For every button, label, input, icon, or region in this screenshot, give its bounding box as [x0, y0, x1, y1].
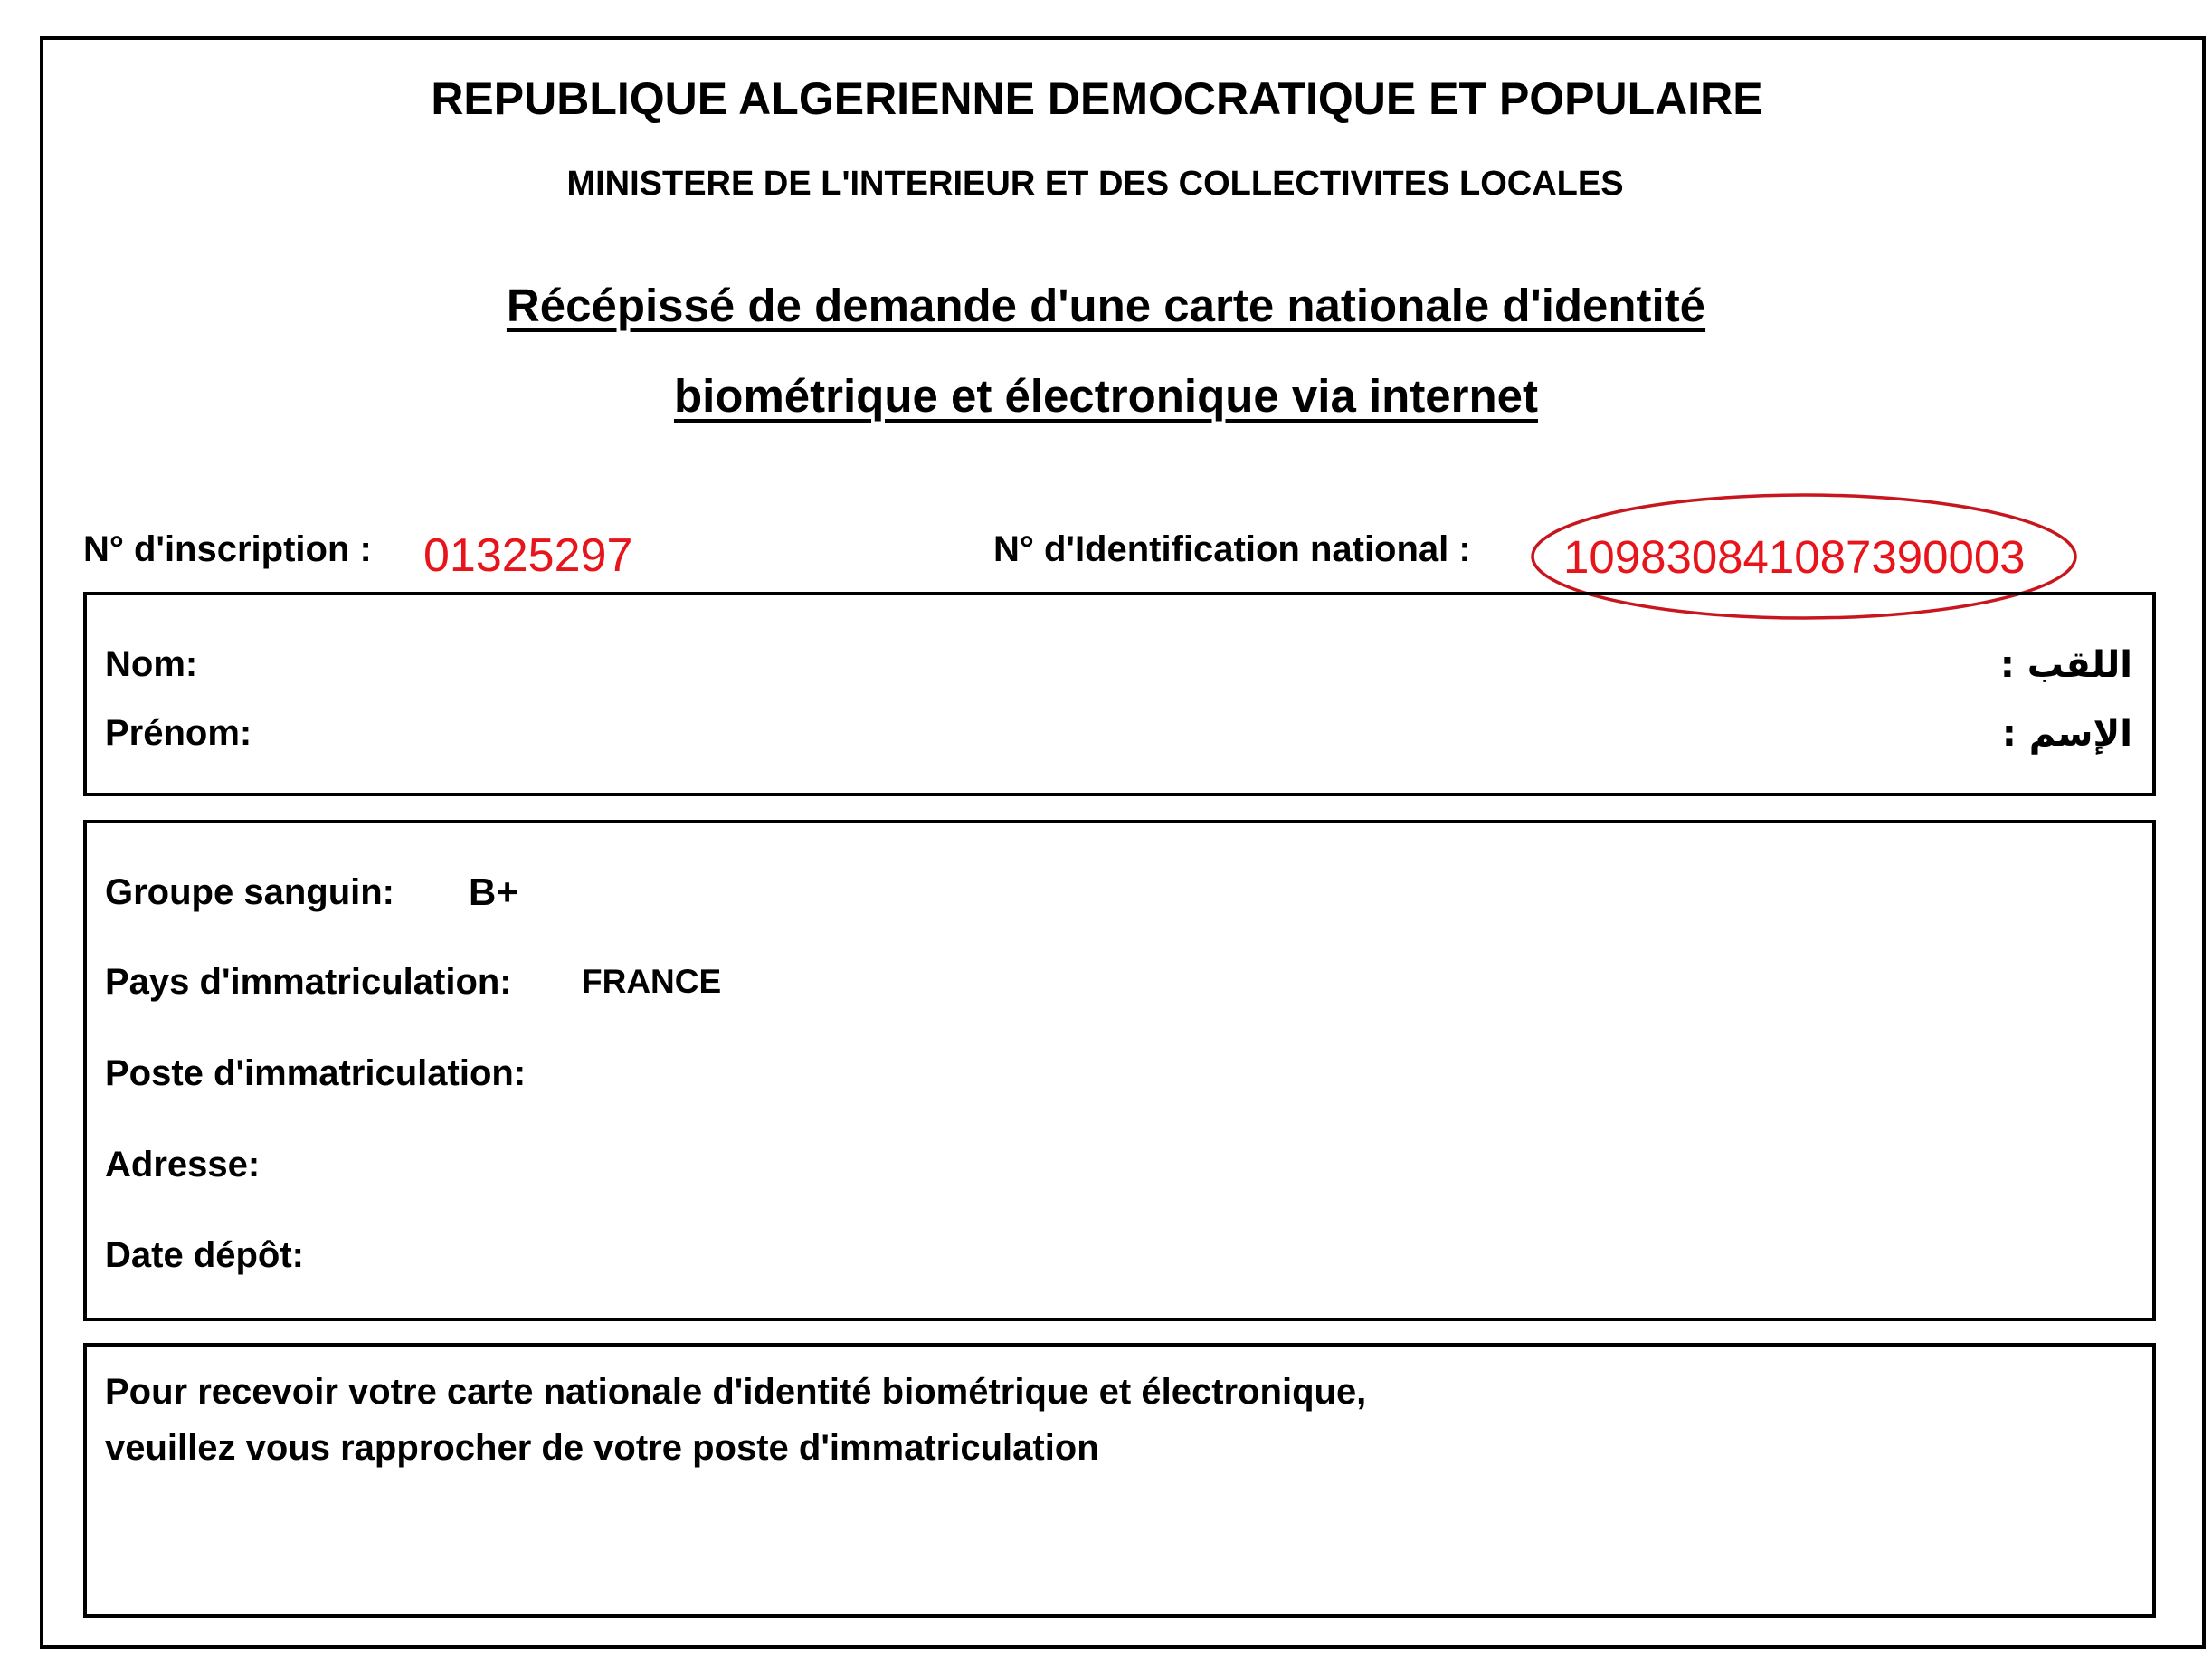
ministry-heading: MINISTERE DE L'INTERIEUR ET DES COLLECTIVITES LOCALES [566, 165, 1624, 203]
document-title-line-2-text: biométrique et électronique via internet [673, 370, 1539, 422]
nom-label: Nom: [105, 644, 198, 684]
note-line-2: veuillez vous rapprocher de votre poste d'immatriculation [105, 1428, 1099, 1468]
national-id-label: N° d'Identification national : [993, 529, 1471, 569]
blood-group-label: Groupe sanguin: [105, 872, 394, 912]
nom-label-arabic: اللقب : [1999, 644, 2132, 686]
country-value: FRANCE [582, 963, 722, 1000]
identity-box [83, 592, 2156, 796]
document-title-line-2 [0, 369, 2212, 423]
prenom-label: Prénom: [105, 713, 252, 753]
document-title-line-1-text: Récépissé de demande d'une carte nationale d'identité [506, 280, 1706, 331]
registration-number-value: 01325297 [423, 529, 633, 582]
post-label: Poste d'immatriculation: [105, 1053, 527, 1093]
address-label: Adresse: [105, 1145, 261, 1185]
prenom-label-arabic: الإسم : [2001, 713, 2132, 755]
country-label: Pays d'immatriculation: [105, 962, 512, 1002]
deposit-date-label: Date dépôt: [105, 1235, 304, 1275]
registration-number-label: N° d'inscription : [83, 529, 372, 569]
note-line-1: Pour recevoir votre carte nationale d'identité biométrique et électronique, [105, 1372, 1367, 1412]
document-title-line-1 [0, 279, 2212, 332]
national-id-value: 109830841087390003 [1563, 531, 2026, 583]
republic-heading: REPUBLIQUE ALGERIENNE DEMOCRATIQUE ET POPULAIRE [431, 73, 1763, 124]
blood-group-value: B+ [469, 871, 518, 913]
